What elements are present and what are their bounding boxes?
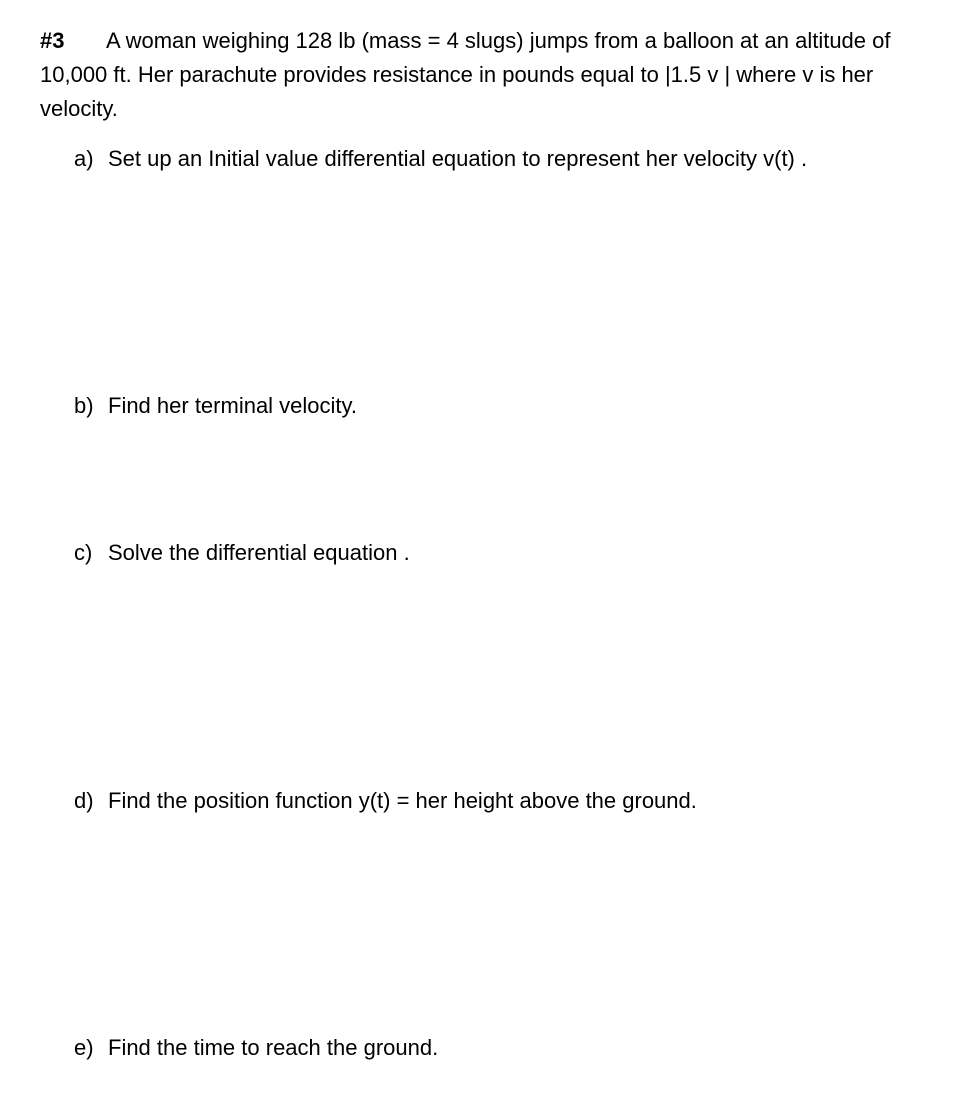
part-b-text: Find her terminal velocity. [108, 393, 358, 418]
part-b-letter: b) [74, 393, 94, 418]
part-d [74, 786, 697, 816]
problem-text: A woman weighing 128 lb (mass = 4 slugs) jumps from a balloon at an altitude of 10,000 ft. Her parachute provides resistance in pounds equal to |1.5 v | where v is her velocity. [40, 28, 891, 121]
part-a-text: Set up an Initial value differential equation to represent her velocity v(t) . [108, 146, 808, 171]
part-d-text: Find the position function y(t) = her height above the ground. [108, 788, 697, 813]
part-a [74, 144, 807, 174]
part-d-letter: d) [74, 788, 94, 813]
part-c [74, 538, 410, 568]
part-c-letter: c) [74, 540, 93, 565]
part-e-letter: e) [74, 1035, 94, 1060]
part-b [74, 391, 357, 421]
problem-number: #3 [40, 28, 65, 53]
part-e-text: Find the time to reach the ground. [108, 1035, 439, 1060]
part-a-letter: a) [74, 146, 94, 171]
part-c-text: Solve the differential equation . [108, 540, 410, 565]
part-e [74, 1033, 438, 1063]
problem-statement [40, 24, 910, 126]
